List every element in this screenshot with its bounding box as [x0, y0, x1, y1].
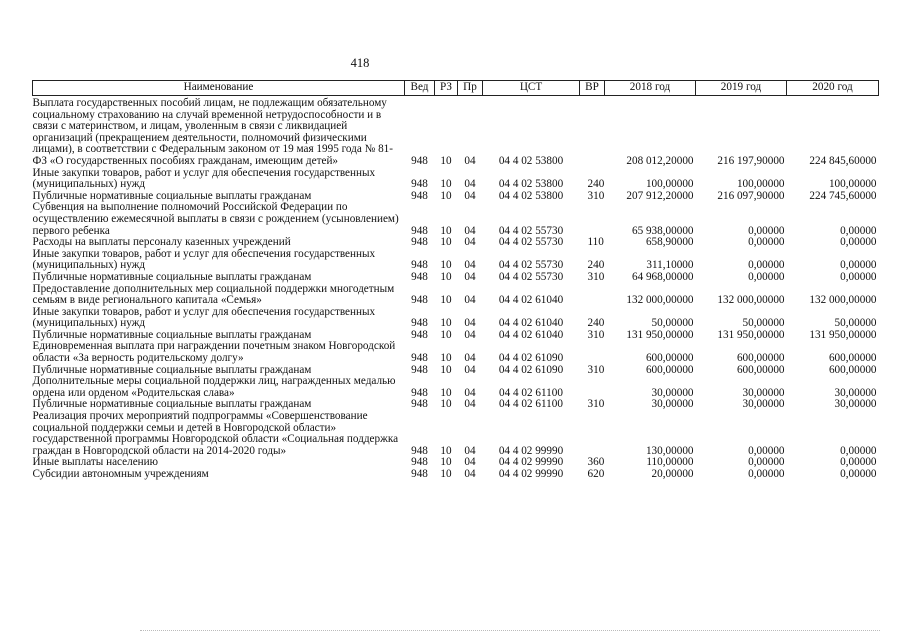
cell-ved: 948: [411, 317, 428, 330]
cell-pr: 04: [464, 270, 476, 283]
cell-cst: 04 4 02 55730: [498, 270, 564, 283]
cell-2018: 132 000,00000: [626, 294, 694, 307]
cell-pr: 04: [464, 259, 476, 272]
header-2020: 2020 год: [787, 81, 879, 96]
cell-cst: 04 4 02 61040: [498, 294, 564, 307]
cell-2018: 311,10000: [646, 259, 694, 272]
cell-pr: 04: [464, 398, 476, 411]
cell-pr: 04: [464, 178, 476, 191]
page-number: 418: [350, 56, 370, 70]
cell-cst: 04 4 02 55730: [498, 259, 564, 272]
cell-pr: 04: [464, 317, 476, 330]
cell-name: Иные закупки товаров, работ и услуг для обеспечения государственных (муниципальных) нужд: [32, 166, 376, 191]
cell-name: Публичные нормативные социальные выплаты гражданам: [32, 398, 312, 411]
cell-name: Публичные нормативные социальные выплаты гражданам: [32, 363, 312, 376]
cell-2019: 0,00000: [748, 444, 785, 457]
cell-rz: 10: [440, 270, 452, 283]
table-row: [33, 376, 879, 399]
cell-2020: 0,00000: [840, 224, 877, 237]
cell-vr: [580, 284, 605, 307]
cell-2019: 132 000,00000: [717, 294, 785, 307]
cell-2020: 0,00000: [840, 468, 877, 480]
cell-pr: 04: [464, 189, 476, 202]
cell-2018: 110,00000: [646, 456, 694, 469]
cell-ved: 948: [411, 398, 428, 411]
cell-name: Выплата государственных пособий лицам, не подлежащим обязательному социальному страхованию на случай временной нетрудоспособности и в связи с материнством, и лицам, уволенным в связи с ликвидацией организаций (прекращением деятельности, полномочий физическими лицами), в соответствии с Федеральным законом от 19 мая 1995 года № 81-ФЗ «О государственных пособиях гражданам, имеющим детей»: [32, 97, 394, 167]
header-name: Наименование: [33, 81, 405, 96]
header-rz: РЗ: [435, 81, 458, 96]
cell-rz: 10: [440, 456, 452, 469]
cell-2018: 20,00000: [651, 468, 694, 480]
table-row: [33, 307, 879, 330]
cell-vr: 310: [587, 398, 605, 411]
cell-cst: 04 4 02 55730: [498, 224, 564, 237]
cell-vr: [580, 376, 605, 399]
header-ved: Вед: [405, 81, 435, 96]
cell-vr: [580, 96, 605, 168]
cell-pr: 04: [464, 294, 476, 307]
cell-2018: 30,00000: [651, 398, 694, 411]
cell-pr: 04: [464, 236, 476, 249]
cell-2020: 0,00000: [840, 444, 877, 457]
cell-cst: 04 4 02 99990: [498, 468, 564, 480]
cell-ved: 948: [411, 352, 428, 365]
cell-cst: 04 4 02 61040: [498, 317, 564, 330]
cell-2018: 100,00000: [645, 178, 694, 191]
cell-2020: 0,00000: [840, 236, 877, 249]
cell-name: Расходы на выплаты персоналу казенных учреждений: [32, 236, 291, 249]
cell-vr: 310: [587, 363, 605, 376]
cell-vr: 240: [587, 317, 605, 330]
cell-2018: 600,00000: [645, 363, 694, 376]
cell-name: Иные закупки товаров, работ и услуг для обеспечения государственных (муниципальных) нужд: [32, 305, 376, 330]
cell-2019: 600,00000: [736, 363, 785, 376]
cell-2020: 132 000,00000: [809, 294, 877, 307]
cell-2020: 30,00000: [834, 386, 877, 399]
cell-rz: 10: [440, 444, 452, 457]
cell-vr: 110: [587, 236, 604, 249]
header-vr: ВР: [580, 81, 605, 96]
cell-ved: 948: [411, 178, 428, 191]
cell-2018: 207 912,20000: [626, 189, 694, 202]
cell-cst: 04 4 02 99990: [498, 456, 564, 469]
table-row: [33, 272, 879, 284]
cell-vr: [580, 411, 605, 457]
cell-2018: 658,90000: [645, 236, 694, 249]
cell-pr: 04: [464, 363, 476, 376]
table-row: [33, 341, 879, 364]
table-row: [33, 249, 879, 272]
cell-cst: 04 4 02 61090: [498, 363, 564, 376]
cell-vr: 360: [587, 456, 605, 469]
cell-2020: 100,00000: [828, 178, 877, 191]
budget-table: [32, 80, 879, 481]
cell-2019: 0,00000: [748, 270, 785, 283]
cell-ved: 948: [411, 456, 428, 469]
page-bottom-edge: [140, 630, 880, 633]
cell-2020: 0,00000: [840, 259, 877, 272]
cell-2019: 30,00000: [742, 398, 785, 411]
cell-2020: 224 745,60000: [809, 189, 877, 202]
cell-name: Субсидии автономным учреждениям: [32, 468, 209, 480]
cell-2020: 50,00000: [834, 317, 877, 330]
cell-2018: 50,00000: [651, 317, 694, 330]
cell-ved: 948: [411, 363, 428, 376]
table-header-row: [33, 81, 879, 96]
cell-pr: 04: [464, 386, 476, 399]
cell-2019: 600,00000: [736, 352, 785, 365]
cell-rz: 10: [440, 178, 452, 191]
cell-ved: 948: [411, 189, 428, 202]
cell-2018: 131 950,00000: [626, 328, 694, 341]
header-cst: ЦСТ: [483, 81, 580, 96]
cell-rz: 10: [440, 317, 452, 330]
cell-ved: 948: [411, 224, 428, 237]
cell-pr: 04: [464, 328, 476, 341]
cell-ved: 948: [411, 154, 428, 167]
cell-rz: 10: [440, 294, 452, 307]
cell-rz: 10: [440, 259, 452, 272]
cell-cst: 04 4 02 99990: [498, 444, 564, 457]
cell-cst: 04 4 02 53800: [498, 189, 564, 202]
cell-2020: 30,00000: [834, 398, 877, 411]
table-row: [33, 168, 879, 191]
cell-cst: 04 4 02 61090: [498, 352, 564, 365]
cell-rz: 10: [440, 398, 452, 411]
cell-ved: 948: [411, 259, 428, 272]
cell-cst: 04 4 02 53800: [498, 154, 564, 167]
table-row: [33, 237, 879, 249]
cell-rz: 10: [440, 328, 452, 341]
cell-rz: 10: [440, 468, 452, 480]
cell-name: Предоставление дополнительных мер социальной поддержки многодетным семьям в виде регионального капитала «Семья»: [32, 282, 395, 307]
cell-name: Иные выплаты населению: [32, 456, 158, 469]
cell-rz: 10: [440, 154, 452, 167]
cell-vr: 620: [587, 468, 605, 480]
cell-name: Публичные нормативные социальные выплаты гражданам: [32, 328, 312, 341]
table-row: [33, 202, 879, 237]
cell-2018: 64 968,00000: [631, 270, 694, 283]
cell-2020: 0,00000: [840, 456, 877, 469]
cell-2019: 0,00000: [748, 456, 785, 469]
cell-vr: 240: [587, 178, 605, 191]
cell-2019: 216 197,90000: [717, 154, 785, 167]
cell-ved: 948: [411, 386, 428, 399]
cell-2018: 130,00000: [645, 444, 694, 457]
cell-pr: 04: [464, 352, 476, 365]
header-2018: 2018 год: [605, 81, 696, 96]
cell-2019: 216 097,90000: [717, 189, 785, 202]
cell-ved: 948: [411, 294, 428, 307]
cell-2018: 65 938,00000: [631, 224, 694, 237]
table-row: [33, 411, 879, 457]
cell-2020: 224 845,60000: [809, 154, 877, 167]
cell-2019: 0,00000: [748, 468, 785, 480]
cell-vr: [580, 341, 605, 364]
cell-vr: 310: [587, 328, 605, 341]
cell-2018: 208 012,20000: [626, 154, 694, 167]
cell-rz: 10: [440, 386, 452, 399]
cell-2020: 0,00000: [840, 270, 877, 283]
cell-2020: 131 950,00000: [809, 328, 877, 341]
cell-2019: 131 950,00000: [717, 328, 785, 341]
cell-2020: 600,00000: [828, 363, 877, 376]
cell-name: Публичные нормативные социальные выплаты гражданам: [32, 270, 312, 283]
table-body: [33, 96, 879, 481]
cell-ved: 948: [411, 236, 428, 249]
cell-cst: 04 4 02 61040: [498, 328, 564, 341]
cell-cst: 04 4 02 61100: [499, 386, 563, 399]
cell-name: Реализация прочих мероприятий подпрограммы «Совершенствование социальной поддержки семьи и детей в Новгородской области» государственной программы Новгородской области «Социальная поддержка граждан в Новгородской области на 2014-2020 годы»: [32, 410, 399, 457]
cell-vr: 310: [587, 270, 605, 283]
cell-ved: 948: [411, 444, 428, 457]
header-pr: Пр: [458, 81, 483, 96]
cell-ved: 948: [411, 468, 428, 480]
cell-ved: 948: [411, 328, 428, 341]
table-row: [33, 469, 879, 481]
cell-2020: 600,00000: [828, 352, 877, 365]
cell-name: Публичные нормативные социальные выплаты гражданам: [32, 189, 312, 202]
cell-2019: 100,00000: [736, 178, 785, 191]
table-row: [33, 284, 879, 307]
cell-rz: 10: [440, 236, 452, 249]
cell-name: Единовременная выплата при награждении почетным знаком Новгородской области «За верность родительскому долгу»: [32, 340, 396, 365]
cell-rz: 10: [440, 224, 452, 237]
cell-ved: 948: [411, 270, 428, 283]
cell-rz: 10: [440, 363, 452, 376]
cell-2018: 30,00000: [651, 386, 694, 399]
header-2019: 2019 год: [696, 81, 787, 96]
cell-name: Субвенция на выполнение полномочий Российской Федерации по осуществлению ежемесячной выплаты в связи с рождением (усыновлением) первого ребенка: [32, 201, 399, 237]
cell-pr: 04: [464, 224, 476, 237]
cell-vr: [580, 202, 605, 237]
cell-2019: 0,00000: [748, 259, 785, 272]
cell-pr: 04: [464, 456, 476, 469]
cell-2019: 0,00000: [748, 224, 785, 237]
cell-cst: 04 4 02 55730: [498, 236, 564, 249]
cell-cst: 04 4 02 53800: [498, 178, 564, 191]
cell-name: Дополнительные меры социальной поддержки лиц, награжденных медалью ордена или орденом «Родительская слава»: [32, 375, 396, 399]
cell-2019: 30,00000: [742, 386, 785, 399]
cell-2019: 50,00000: [742, 317, 785, 330]
cell-2018: 600,00000: [645, 352, 694, 365]
cell-pr: 04: [464, 154, 476, 167]
cell-pr: 04: [464, 468, 476, 480]
cell-cst: 04 4 02 61100: [499, 398, 563, 411]
table-row: [33, 96, 879, 168]
cell-vr: 240: [587, 259, 605, 272]
cell-name: Иные закупки товаров, работ и услуг для обеспечения государственных (муниципальных) нужд: [32, 247, 376, 272]
cell-pr: 04: [464, 444, 476, 457]
cell-rz: 10: [440, 352, 452, 365]
cell-vr: 310: [587, 189, 605, 202]
cell-2019: 0,00000: [748, 236, 785, 249]
cell-rz: 10: [440, 189, 452, 202]
